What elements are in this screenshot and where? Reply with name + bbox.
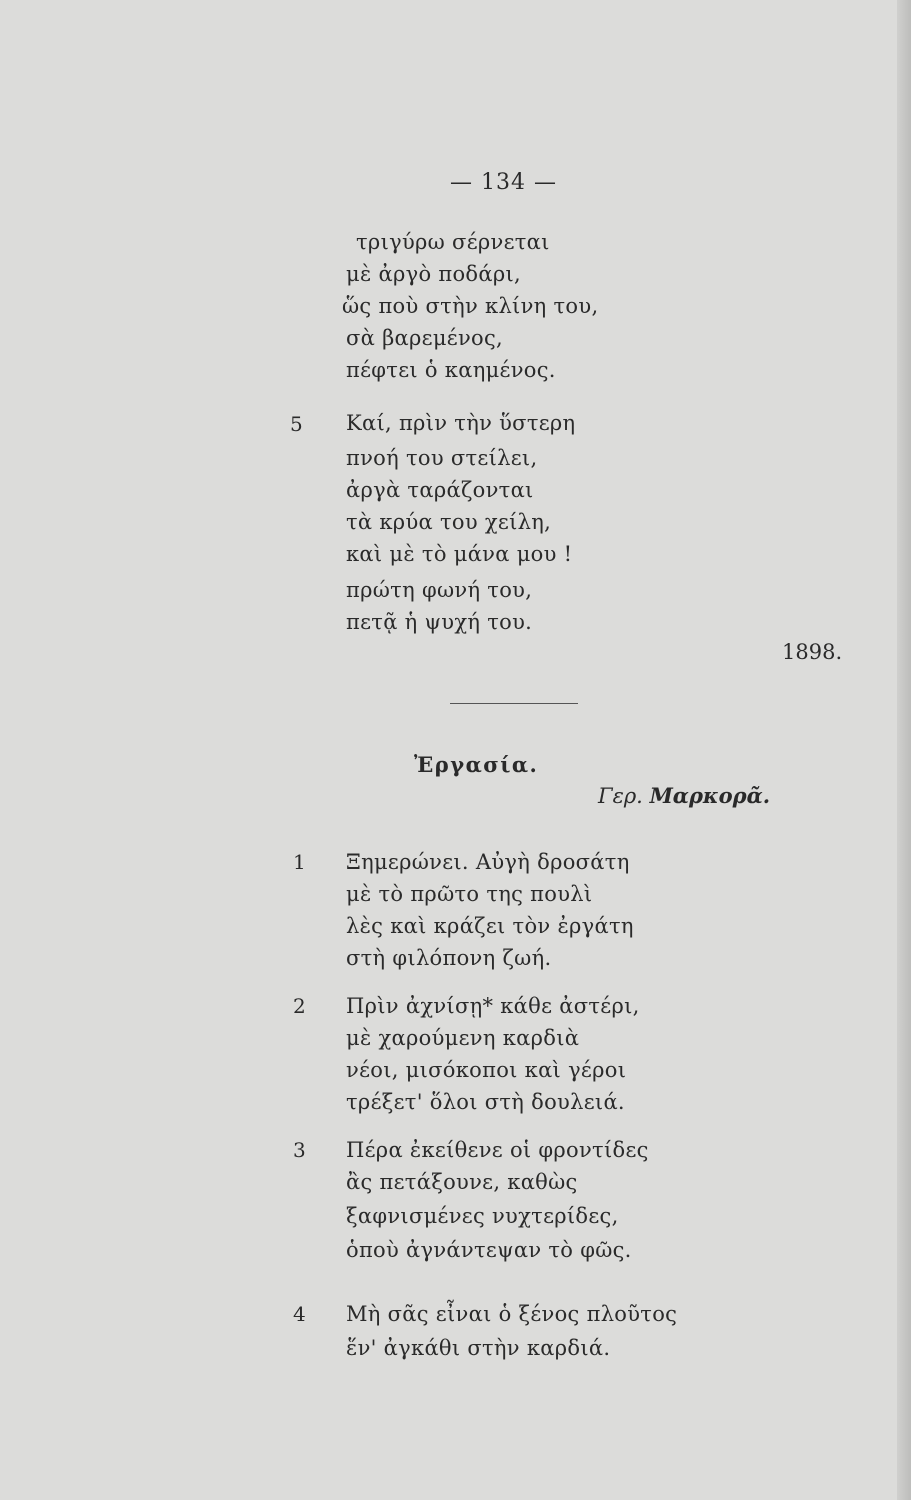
author-initial: Γερ. bbox=[598, 784, 643, 808]
verse-number: 2 bbox=[293, 994, 306, 1018]
verse-number: 5 bbox=[290, 412, 303, 436]
poem-line: Ξημερώνει. Αὐγὴ δροσάτη bbox=[346, 850, 630, 874]
poem-line: τὰ κρύα του χείλη, bbox=[346, 510, 552, 534]
poem-line: πετᾷ ἡ ψυχή του. bbox=[346, 610, 533, 634]
author-surname: Μαρκορᾶ. bbox=[649, 783, 771, 808]
poem-line: Καί, πρὶν τὴν ὕστερη bbox=[346, 411, 576, 435]
poem-line: ἕν' ἀγκάθι στὴν καρδιά. bbox=[346, 1336, 611, 1360]
poem-line: Πρὶν ἀχνίσῃ* κάθε ἀστέρι, bbox=[346, 994, 640, 1018]
poem-date: 1898. bbox=[782, 640, 843, 664]
section-divider bbox=[450, 703, 578, 704]
poem-line: μὲ τὸ πρῶτο της πουλὶ bbox=[346, 882, 593, 906]
verse-number: 4 bbox=[293, 1302, 306, 1326]
poem-line: τρέξετ' ὅλοι στὴ δουλειά. bbox=[346, 1090, 625, 1114]
poem-line: πρώτη φωνή του, bbox=[346, 578, 533, 602]
poem-line: ξαφνισμένες νυχτερίδες, bbox=[346, 1204, 619, 1228]
poem-line: πνοή του στείλει, bbox=[346, 446, 538, 470]
poem-line: λὲς καὶ κράζει τὸν ἐργάτη bbox=[346, 914, 634, 938]
poem-title: Ἐργασία. bbox=[414, 752, 539, 777]
poem-line: Πέρα ἐκείθενε οἱ φροντίδες bbox=[346, 1138, 649, 1162]
poem-line: ἂς πετάξουνε, καθὼς bbox=[346, 1170, 578, 1194]
poem-line: μὲ ἀργὸ ποδάρι, bbox=[346, 262, 522, 286]
poem-line: τριγύρω σέρνεται bbox=[356, 230, 550, 254]
page-edge-shadow bbox=[897, 0, 911, 1500]
poem-line: καὶ μὲ τὸ μάνα μου ! bbox=[346, 542, 573, 566]
poem-line: σὰ βαρεμένος, bbox=[346, 326, 504, 350]
poem-line: Μὴ σᾶς εἶναι ὁ ξένος πλοῦτος bbox=[346, 1302, 678, 1326]
poem-line: μὲ χαρούμενη καρδιὰ bbox=[346, 1026, 580, 1050]
verse-number: 3 bbox=[293, 1138, 306, 1162]
page-number: — 134 — bbox=[450, 170, 557, 195]
poem-line: πέφτει ὁ καημένος. bbox=[346, 358, 556, 382]
poem-author bbox=[598, 783, 770, 808]
poem-line: νέοι, μισόκοποι καὶ γέροι bbox=[346, 1058, 627, 1082]
poem-line: ὥς ποὺ στὴν κλίνη του, bbox=[342, 294, 599, 318]
verse-number: 1 bbox=[293, 850, 306, 874]
poem-line: ὁποὺ ἀγνάντεψαν τὸ φῶς. bbox=[346, 1238, 632, 1262]
poem-line: στὴ φιλόπονη ζωή. bbox=[346, 946, 552, 970]
poem-line: ἀργὰ ταράζονται bbox=[346, 478, 534, 502]
